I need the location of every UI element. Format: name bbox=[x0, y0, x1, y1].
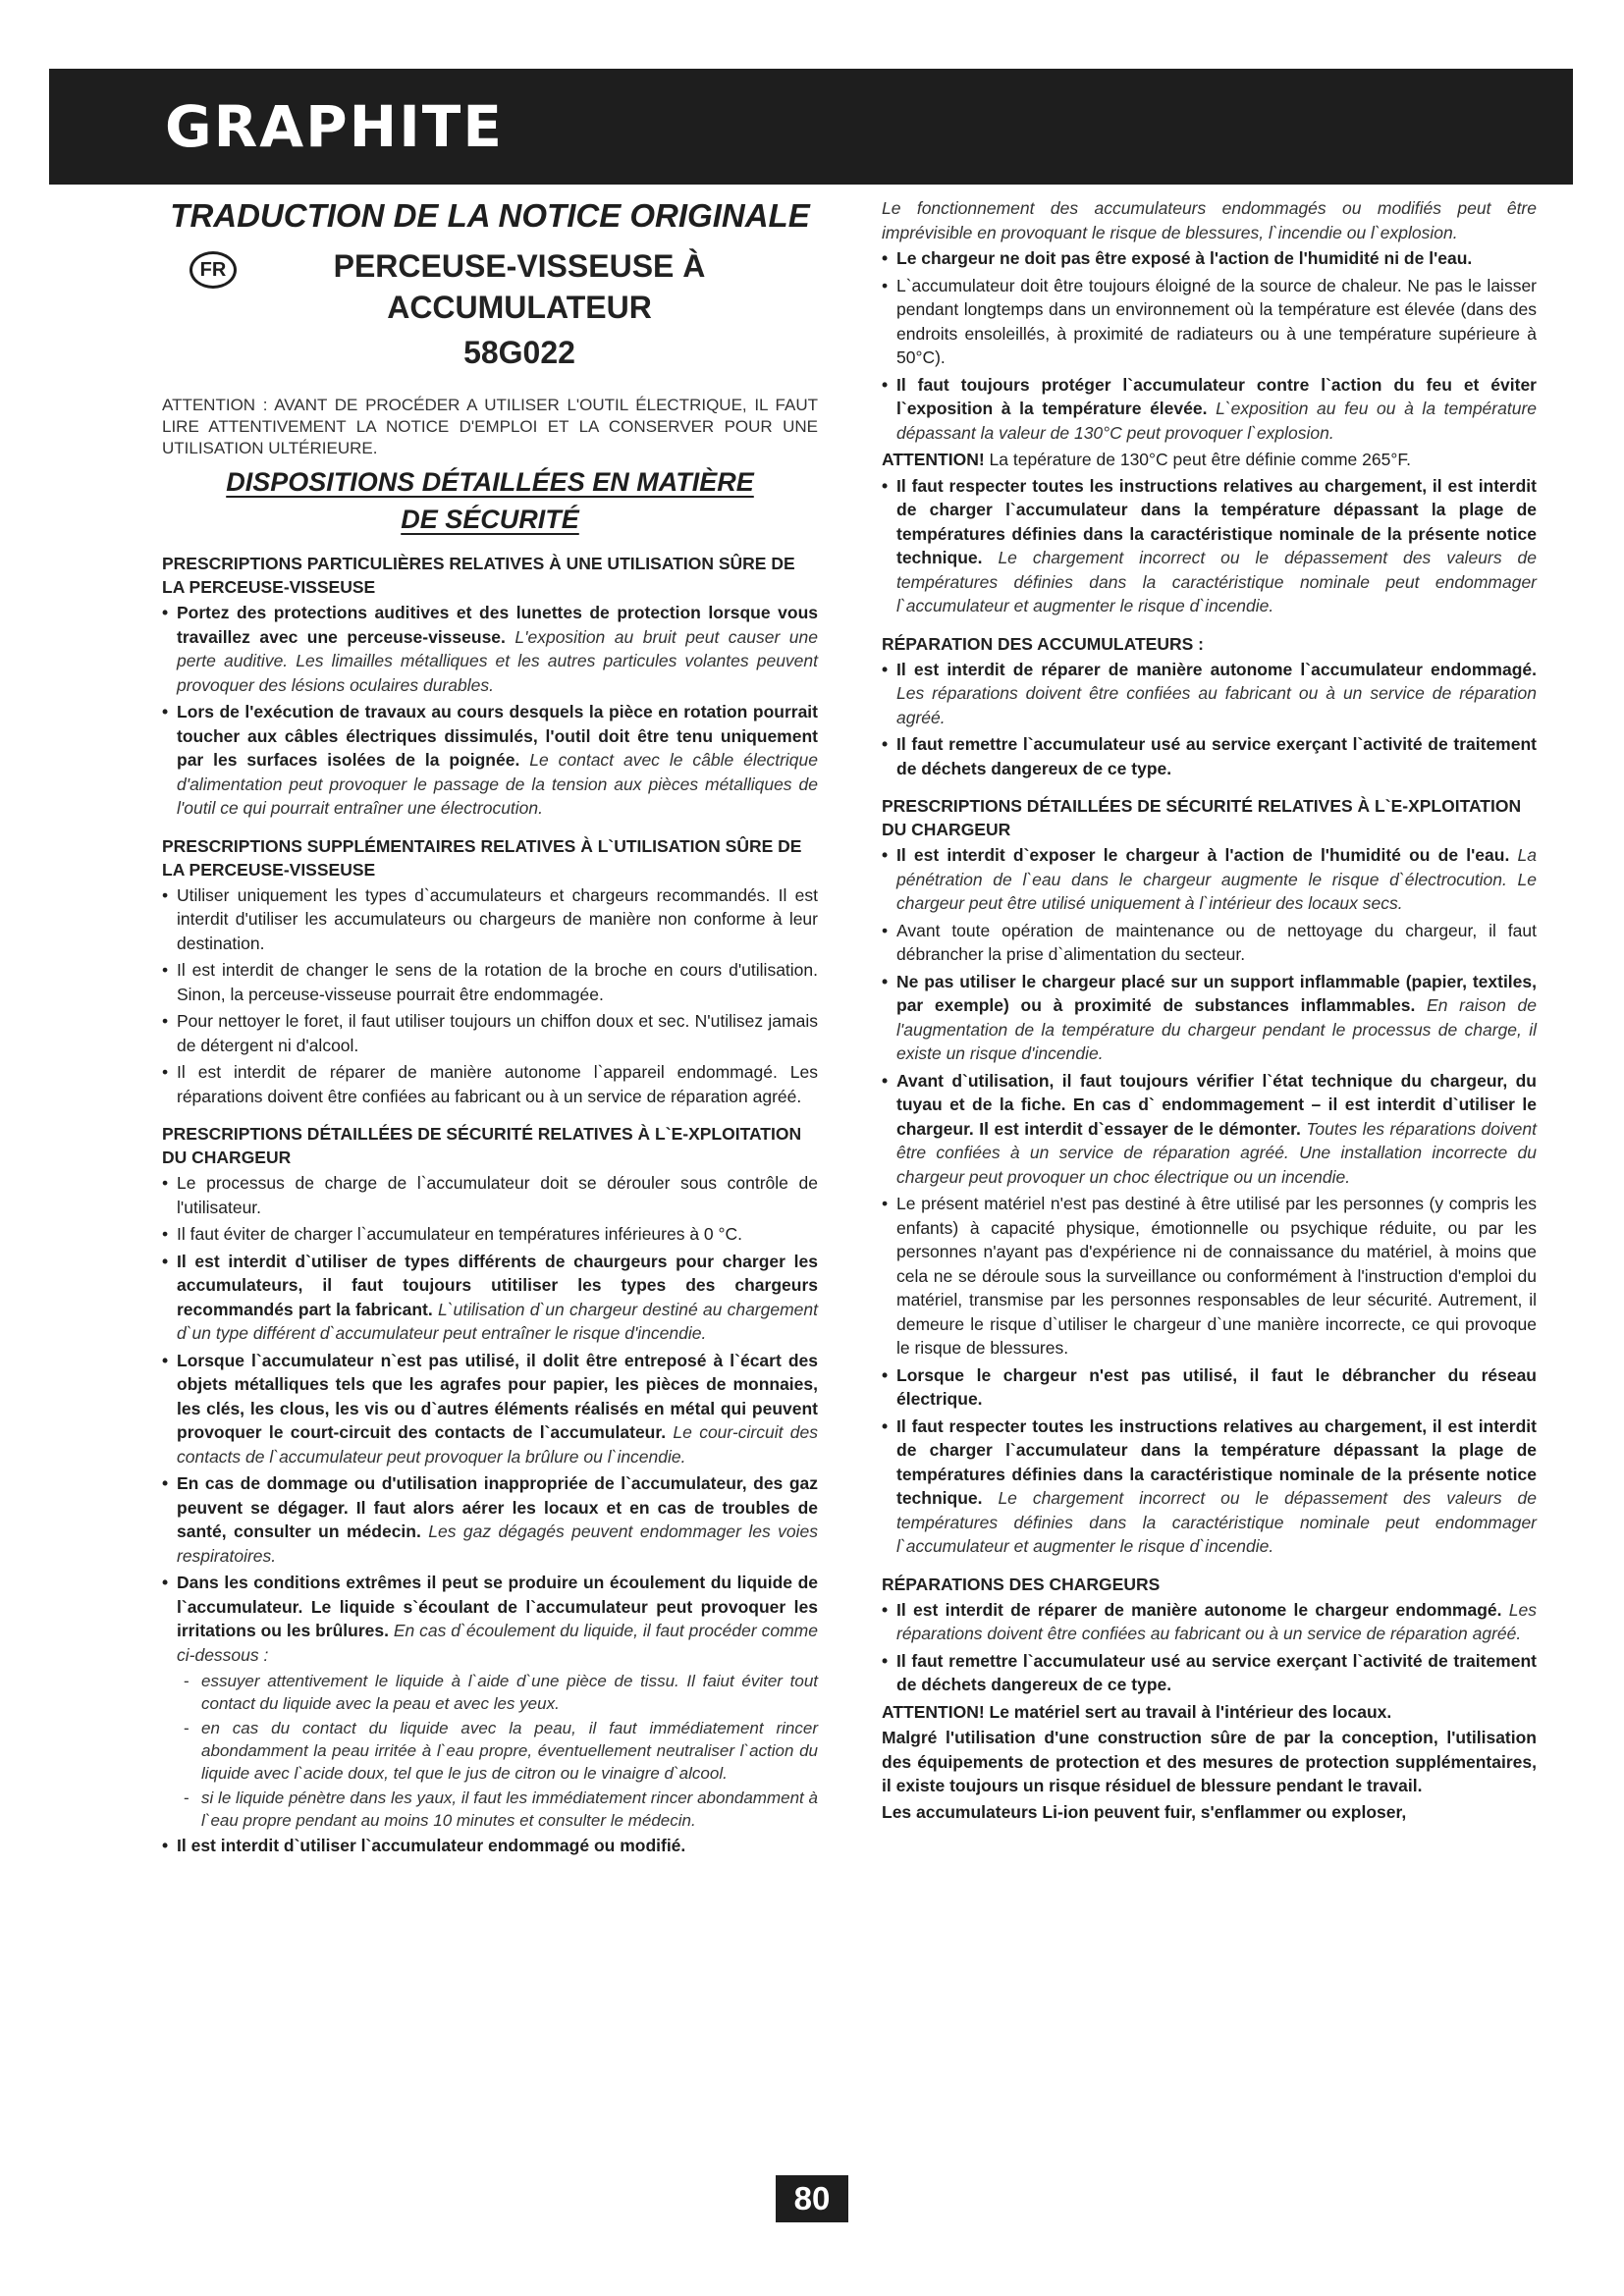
list-item: • Il est interdit d`exposer le chargeur à l'action de l'humidité ou de l'eau. La pénétration de l`eau dans le chargeur augmente le risque d`électrocution. Le chargeur peut être utilisé uniquement à l`intérieur des locaux secs. bbox=[882, 843, 1537, 916]
document-title: TRADUCTION DE LA NOTICE ORIGINALE bbox=[170, 197, 810, 234]
list-item: • Il est interdit d`utiliser de types différents de chaurgeurs pour charger les accumulateurs, il faut toujours utitiliser les types des chargeurs recommandés part la fabricant. L`utilisation d`un chargeur destiné au chargement d`un type différent d`accumulateur peut entraîner le risque d'incendie. bbox=[162, 1250, 818, 1346]
subsection-heading: PRESCRIPTIONS DÉTAILLÉES DE SÉCURITÉ RELATIVES À L`E-XPLOITATION DU CHARGEUR bbox=[882, 796, 1522, 839]
list-item: • Il faut toujours protéger l`accumulateur contre l`action du feu et éviter l`exposition à la température élevée. L`exposition au feu ou à la température dépassant la valeur de 130°C peut provoquer l`explosion. bbox=[882, 373, 1537, 446]
residual-risk-text: Malgré l'utilisation d'une construction sûre de par la conception, l'utilisation des équipements de protection et des mesures de protection supplémentaires, il existe toujours un risque résiduel de blessure pendant le travail. bbox=[882, 1728, 1537, 1795]
list-item: • Le processus de charge de l`accumulateur doit se dérouler sous contrôle de l'utilisateur. bbox=[162, 1171, 818, 1219]
product-block bbox=[162, 245, 818, 373]
header-bar bbox=[49, 69, 1573, 185]
product-name-line1: PERCEUSE-VISSEUSE À bbox=[333, 248, 706, 284]
list-item: • Il faut respecter toutes les instructions relatives au chargement, il est interdit de charger l`accumulateur dans la température dépassant la plage de températures définies dans la caractéristique nominale de la présente notice technique. Le chargement incorrect ou le dépassement des valeurs de températures définies dans la caractéristique nominale peut endommager l`accumulateur et augmenter le risque d`incendie. bbox=[882, 474, 1537, 618]
left-column bbox=[162, 196, 818, 1861]
continued-text: Le fonctionnement des accumulateurs endommagés ou modifiés peut être imprévisible en provoquant le risque de blessures, l`incendie ou l`explosion. bbox=[882, 198, 1537, 242]
language-badge: FR bbox=[189, 251, 237, 289]
list-item: • En cas de dommage ou d'utilisation inappropriée de l`accumulateur, des gaz peuvent se dégager. Il faut alors aérer les locaux et en cas de troubles de santé, consulter un médecin. Les gaz dégagés peuvent endommager les voies respiratoires. bbox=[162, 1471, 818, 1568]
list-item: • Il est interdit de réparer de manière autonome le chargeur endommagé. Les réparations doivent être confiées au fabricant ou à un service de réparation agréé. bbox=[882, 1598, 1537, 1646]
list-item: • Portez des protections auditives et des lunettes de protection lorsque vous travaillez avec une perceuse-visseuse. L'exposition au bruit peut causer une perte auditive. Les limailles métalliques et les autres particules volantes peuvent provoquer des lésions oculaires durables. bbox=[162, 601, 818, 697]
subsection-heading: RÉPARATIONS DES CHARGEURS bbox=[882, 1574, 1161, 1594]
list-item: • Il est interdit de changer le sens de la rotation de la broche en cours d'utilisation. Sinon, la perceuse-visseuse pourrait être endommagée. bbox=[162, 958, 818, 1006]
list-item: • Il est interdit de réparer de manière autonome l`accumulateur endommagé. Les réparations doivent être confiées au fabricant ou à un service de réparation agréé. bbox=[882, 658, 1537, 730]
list-item: • Lorsque le chargeur n'est pas utilisé, il faut le débrancher du réseau électrique. bbox=[882, 1363, 1537, 1412]
list-item: • Utiliser uniquement les types d`accumulateurs et chargeurs recommandés. Il est interdit d'utiliser les accumulateurs ou chargeurs de manière non conforme à leur destination. bbox=[162, 883, 818, 956]
list-item: • Il faut respecter toutes les instructions relatives au chargement, il est interdit de charger l`accumulateur dans la température dépassant la plage de températures définies dans la caractéristique nominale de la présente notice technique. Le chargement incorrect ou le dépassement des valeurs de températures définies dans la caractéristique nominale peut endommager l`accumulateur et augmenter le risque d`incendie. bbox=[882, 1415, 1537, 1559]
intro-attention: ATTENTION : AVANT DE PROCÉDER A UTILISER L'OUTIL ÉLECTRIQUE, IL FAUT LIRE ATTENTIVEMENT LA NOTICE D'EMPLOI ET LA CONSERVER POUR UNE UTILISATION ULTÉRIEURE. bbox=[162, 396, 818, 457]
subsection-heading: PRESCRIPTIONS SUPPLÉMENTAIRES RELATIVES À L`UTILISATION SÛRE DE LA PERCEUSE-VISSEUSE bbox=[162, 835, 802, 880]
safety-list bbox=[882, 843, 1537, 1559]
list-item: • Il faut remettre l`accumulateur usé au service exerçant l`activité de traitement de déchets dangereux de ce type. bbox=[882, 732, 1537, 780]
dash-item: - en cas du contact du liquide avec la peau, il faut immédiatement rincer abondamment la peau irritée à l`eau propre, éventuellement neutraliser l`action du liquide avec l`acide doux, tel que le jus de citron ou le vinaigre d`alcool. bbox=[184, 1717, 818, 1785]
list-item: • Il faut remettre l`accumulateur usé au service exerçant l`activité de traitement de déchets dangereux de ce type. bbox=[882, 1649, 1537, 1697]
list-item: • Le présent matériel n'est pas destiné à être utilisé par les personnes (y compris les enfants) à capacité physique, émotionnelle ou psychique réduite, ou par les personnes n'ayant pas d'expérience ni de connaissance du matériel, à moins que cela ne se déroule sous la surveillance ou conformément à l'instruction d'emploi du matériel, transmise par les personnes responsables de leur sécurité. Autrement, il demeure le risque d`utiliser le chargeur d`une manière incorrecte, ce qui provoque le risque de blessures. bbox=[882, 1192, 1537, 1361]
section-title-line2: DE SÉCURITÉ bbox=[401, 505, 579, 534]
attention-note: ATTENTION! La tepérature de 130°C peut être définie comme 265°F. bbox=[882, 450, 1411, 469]
safety-list bbox=[162, 1834, 818, 1858]
list-item: • Lors de l'exécution de travaux au cours desquels la pièce en rotation pourrait toucher aux câbles électriques dissimulés, l'outil doit être tenu uniquement par les surfaces isolées de la poignée. Le contact avec le câble électrique d'alimentation peut provoquer le passage de la tension aux pièces métalliques de l'outil ce qui pourrait entraîner une électrocution. bbox=[162, 700, 818, 821]
dash-item: - essuyer attentivement le liquide à l`aide d`une pièce de tissu. Il faiut éviter tout contact du liquide avec la peau et avec les yeux. bbox=[184, 1670, 818, 1715]
safety-list bbox=[882, 474, 1537, 618]
list-item: • L`accumulateur doit être toujours éloigné de la source de chaleur. Ne pas le laisser pendant longtemps dans un environnement où la température est élevée (dans des endroits ensoleillés, à proximité de radiateurs ou à une température supérieure à 50°C). bbox=[882, 274, 1537, 370]
dash-item: - si le liquide pénètre dans les yaux, il faut les immédiatement rincer abondamment à l`eau propre pendant au moins 10 minutes et consulter le médecin. bbox=[184, 1787, 818, 1832]
list-item: • Il faut éviter de charger l`accumulateur en températures inférieures à 0 °C. bbox=[162, 1222, 818, 1247]
list-item: • Lorsque l`accumulateur n`est pas utilisé, il dolit être entreposé à l`écart des objets métalliques tels que les agrafes pour papier, les pièces de monnaies, les clés, les clous, les vis ou d`autres éléments réalisés en métal qui peuvent provoquer le court-circuit des contacts de l`accumulateur. Le cour-circuit des contacts de l`accumulateur peut provoquer la brûlure ou l`incendie. bbox=[162, 1349, 818, 1469]
list-item: • Le chargeur ne doit pas être exposé à l'action de l'humidité ni de l'eau. bbox=[882, 246, 1537, 271]
safety-list bbox=[162, 601, 818, 821]
subsection-heading: RÉPARATION DES ACCUMULATEURS : bbox=[882, 633, 1204, 654]
list-item: • Avant d`utilisation, il faut toujours vérifier l`état technique du chargeur, du tuyau et de la fiche. En cas d` endommagement – il est interdit d`utiliser le chargeur. Il est interdit d`essayer de le démonter. Toutes les réparations doivent être confiées à un service de réparation agréé. Une installation incorrecte du chargeur peut provoquer un choc électrique ou un incendie. bbox=[882, 1069, 1537, 1190]
safety-list bbox=[882, 1598, 1537, 1697]
list-item: • Dans les conditions extrêmes il peut se produire un écoulement du liquide de l`accumulateur. Le liquide s`écoulant de l`accumulateur peut provoquer les irritations ou les brûlures. En cas d`écoulement du liquide, il faut procéder comme ci-dessous : bbox=[162, 1571, 818, 1667]
dash-list bbox=[162, 1670, 818, 1832]
safety-list bbox=[882, 246, 1537, 445]
safety-list bbox=[882, 658, 1537, 781]
list-item: • Ne pas utiliser le chargeur placé sur un support inflammable (papier, textiles, par exemple) ou à proximité de substances inflammables. En raison de l'augmentation de la température du chargeur pendant le processus de charge, il existe un risque d'incendie. bbox=[882, 970, 1537, 1066]
final-attention: ATTENTION! Le matériel sert au travail à l'intérieur des locaux. bbox=[882, 1701, 1392, 1722]
safety-list bbox=[162, 883, 818, 1109]
list-item: • Il est interdit de réparer de manière autonome l`appareil endommagé. Les réparations doivent être confiées au fabricant ou à un service de réparation agréé. bbox=[162, 1060, 818, 1108]
section-title bbox=[162, 463, 818, 538]
subsection-heading: PRESCRIPTIONS PARTICULIÈRES RELATIVES À UNE UTILISATION SÛRE DE LA PERCEUSE-VISSEUSE bbox=[162, 554, 795, 597]
list-item: • Pour nettoyer le foret, il faut utiliser toujours un chiffon doux et sec. N'utilisez jamais de détergent ni d'alcool. bbox=[162, 1009, 818, 1057]
brand-logo: GRAPHITE bbox=[165, 93, 504, 160]
list-item: • Avant toute opération de maintenance ou de nettoyage du chargeur, il faut débrancher la prise d`alimentation du secteur. bbox=[882, 919, 1537, 967]
right-column bbox=[882, 196, 1537, 1826]
li-ion-warning: Les accumulateurs Li-ion peuvent fuir, s'enflammer ou exploser, bbox=[882, 1801, 1407, 1822]
product-name-line2: ACCUMULATEUR bbox=[387, 290, 652, 325]
subsection-heading: PRESCRIPTIONS DÉTAILLÉES DE SÉCURITÉ RELATIVES À L`E-XPLOITATION DU CHARGEUR bbox=[162, 1124, 802, 1167]
product-model: 58G022 bbox=[463, 335, 575, 370]
safety-list bbox=[162, 1171, 818, 1667]
section-title-line1: DISPOSITIONS DÉTAILLÉES EN MATIÈRE bbox=[226, 467, 754, 497]
page-number: 80 bbox=[776, 2175, 848, 2222]
list-item: • Il est interdit d`utiliser l`accumulateur endommagé ou modifié. bbox=[162, 1834, 818, 1858]
